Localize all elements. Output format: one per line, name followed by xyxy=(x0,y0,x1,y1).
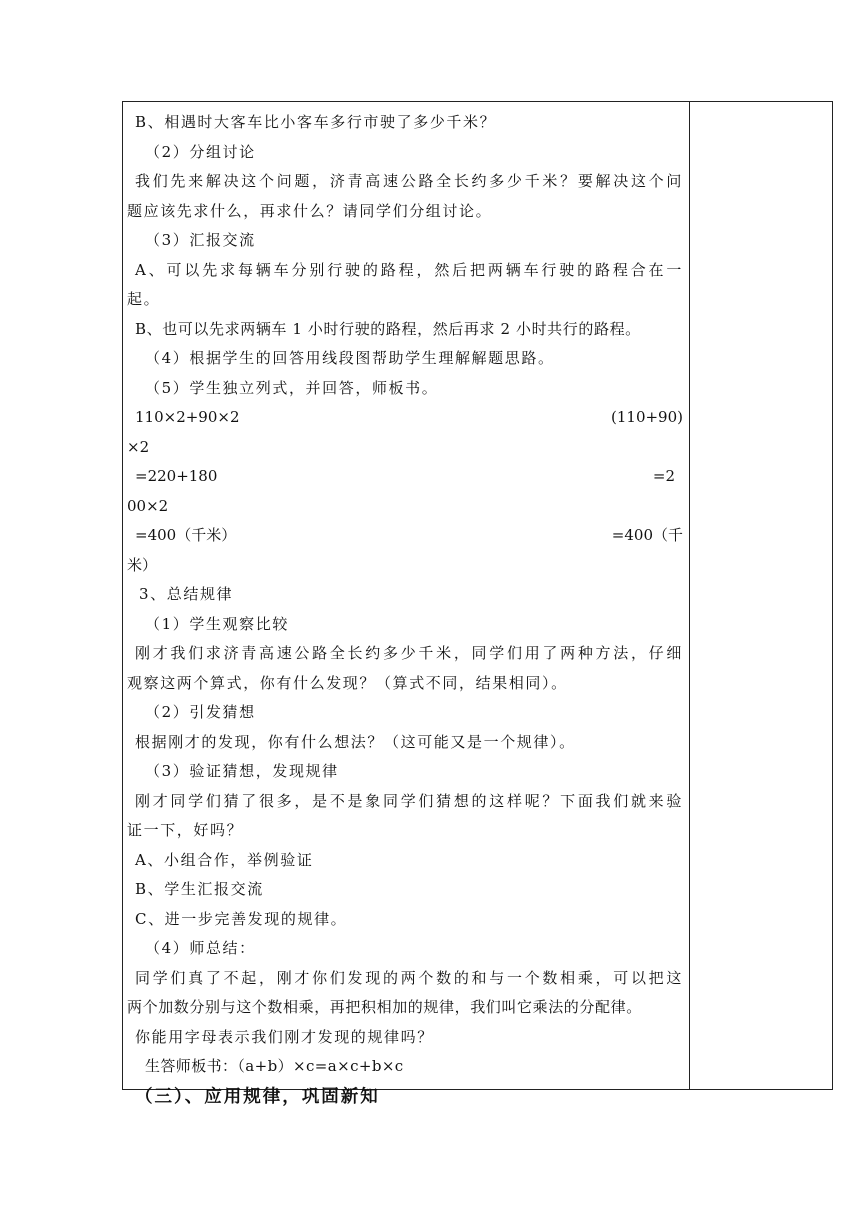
text-line: B、学生汇报交流 xyxy=(135,880,264,898)
formula-left: =400（千米） xyxy=(135,526,237,544)
text-line: 刚才我们求济青高速公路全长约多少千米，同学们用了两种方法，仔细 xyxy=(135,644,683,662)
text-line: A、可以先求每辆车分别行驶的路程，然后把两辆车行驶的路程合在一 xyxy=(135,260,683,279)
text-line: （3）汇报交流 xyxy=(145,231,256,249)
formula-left: 110×2+90×2 xyxy=(135,408,240,426)
formula-left: =220+180 xyxy=(135,467,218,485)
section-title: 3、总结规律 xyxy=(139,585,234,603)
text-line: B、也可以先求两辆车 1 小时行驶的路程，然后再求 2 小时共行的路程。 xyxy=(135,319,641,338)
text-line: （1）学生观察比较 xyxy=(145,614,289,633)
formula-row: 米） xyxy=(127,555,158,574)
formula-row: 00×2 xyxy=(127,496,169,515)
text-line: 我们先来解决这个问题，济青高速公路全长约多少千米？要解决这个问 xyxy=(135,172,683,190)
text-line: （5）学生独立列式，并回答，师板书。 xyxy=(145,378,439,397)
text-line: 根据刚才的发现，你有什么想法？（这可能又是一个规律）。 xyxy=(135,732,576,751)
text-line: （2）引发猜想 xyxy=(145,703,256,721)
formula-right: =2 xyxy=(652,467,675,485)
text-line: B、相遇时大客车比小客车多行市驶了多少千米？ xyxy=(135,113,497,131)
section-heading: （三）、应用规律，巩固新知 xyxy=(135,1086,380,1107)
text-line: 起。 xyxy=(127,290,161,308)
formula-right: (110+90) xyxy=(611,408,683,426)
text-line: 题应该先求什么，再求什么？请同学们分组讨论。 xyxy=(127,201,493,220)
text-line: 证一下，好吗？ xyxy=(127,821,244,839)
lesson-content xyxy=(127,108,683,1112)
text-line: 你能用字母表示我们刚才发现的规律吗？ xyxy=(135,1027,434,1046)
formula-row xyxy=(127,403,683,433)
formula-row xyxy=(127,462,683,492)
text-line: （4）师总结： xyxy=(145,939,256,957)
text-line: 生答师板书：（a+b）×c=a×c+b×c xyxy=(145,1057,404,1075)
formula-row xyxy=(127,521,683,551)
text-line: C、进一步完善发现的规律。 xyxy=(135,909,348,928)
text-line: A、小组合作，举例验证 xyxy=(135,850,314,869)
formula-row: ×2 xyxy=(127,437,150,456)
column-divider xyxy=(689,101,690,1090)
text-line: （2）分组讨论 xyxy=(145,142,256,161)
formula-right: =400（千 xyxy=(611,526,683,544)
text-line: 刚才同学们猜了很多，是不是象同学们猜想的这样呢？下面我们就来验 xyxy=(135,791,683,810)
text-line: （4）根据学生的回答用线段图帮助学生理解解题思路。 xyxy=(145,349,555,367)
text-line: （3）验证猜想，发现规律 xyxy=(145,762,339,780)
text-line: 同学们真了不起，刚才你们发现的两个数的和与一个数相乘，可以把这 xyxy=(135,968,683,987)
text-line: 观察这两个算式，你有什么发现？（算式不同，结果相同）。 xyxy=(127,673,568,692)
text-line: 两个加数分别与这个数相乘，再把积相加的规律，我们叫它乘法的分配律。 xyxy=(127,998,642,1016)
